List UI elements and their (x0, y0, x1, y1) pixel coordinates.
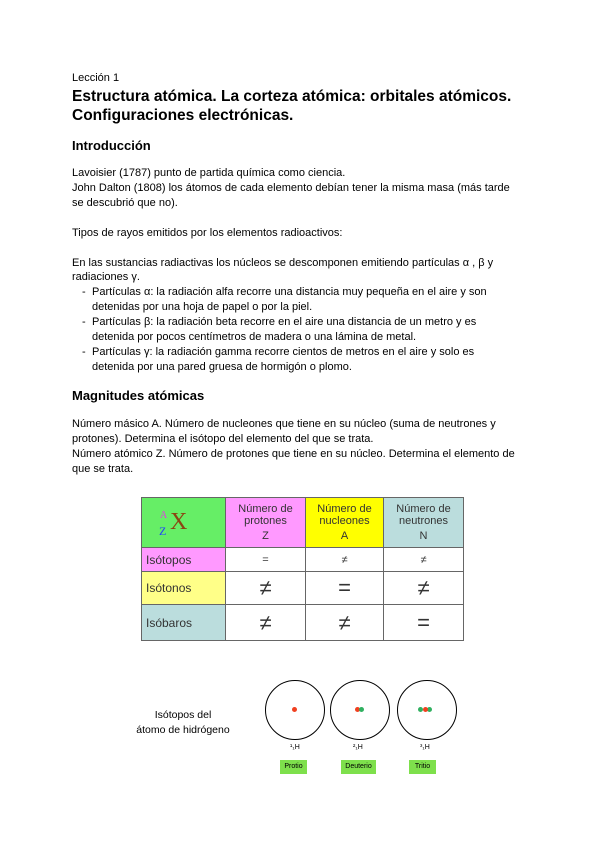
paragraph: protones). Determina el isótopo del elemento del que se trata. (72, 433, 374, 445)
header-neutrones: Número de neutrones N (384, 498, 464, 548)
cell: ≠ (306, 605, 384, 641)
list-item: - Partículas γ: la radiación gamma recorre cientos de metros en el aire y solo es (82, 346, 475, 358)
cell: = (306, 572, 384, 605)
paragraph: radiaciones γ. (72, 271, 140, 283)
row-label: Isótopos (142, 548, 226, 572)
row-label: Isóbaros (142, 605, 226, 641)
lesson-label: Lección 1 (72, 72, 120, 84)
intro-heading: Introducción (72, 138, 151, 153)
nuclide-table (141, 497, 464, 641)
paragraph: Número másico A. Número de nucleones que tiene en su núcleo (suma de neutrones y (72, 418, 496, 430)
deuterium-atom (330, 680, 390, 740)
figure-caption: Isótopos del átomo de hidrógeno (136, 709, 230, 736)
deuterium-label: Deuterio (341, 760, 376, 774)
tritium-symbol: ³₁H (420, 744, 430, 751)
table-row (142, 572, 464, 605)
page-title-line2: Configuraciones electrónicas. (72, 107, 294, 124)
paragraph: Lavoisier (1787) punto de partida química como ciencia. (72, 167, 346, 179)
cell: ≠ (226, 572, 306, 605)
list-item-cont: detenidas por una hoja de papel o por la piel. (92, 301, 313, 313)
protium-symbol: ¹₁H (290, 744, 300, 751)
paragraph: John Dalton (1808) los átomos de cada elemento debían tener la misma masa (más tarde (72, 182, 510, 194)
table-row (142, 605, 464, 641)
tritium-label: Tritio (409, 760, 436, 774)
list-item-cont: detenida por una pared gruesa de hormigón o plomo. (92, 361, 352, 373)
header-nucleones: Número de nucleones A (306, 498, 384, 548)
paragraph: que se trata. (72, 463, 134, 475)
paragraph: se descubrió que no). (72, 197, 178, 209)
tritium-atom (397, 680, 457, 740)
list-item-cont: detenida por pocos centímetros de madera o una lámina de metal. (92, 331, 417, 343)
list-item: - Partículas α: la radiación alfa recorre una distancia muy pequeña en el aire y son (82, 286, 487, 298)
header-protones: Número de protones Z (226, 498, 306, 548)
cell: ≠ (384, 572, 464, 605)
cell: = (226, 548, 306, 572)
corner-cell: A Z X (142, 498, 226, 548)
cell: = (384, 605, 464, 641)
paragraph: Número atómico Z. Número de protones que tiene en su núcleo. Determina el elemento de (72, 448, 515, 460)
paragraph: En las sustancias radiactivas los núcleos se descomponen emitiendo partículas α , β y (72, 257, 494, 269)
magnitudes-heading: Magnitudes atómicas (72, 388, 205, 403)
paragraph: Tipos de rayos emitidos por los elementos radioactivos: (72, 227, 343, 239)
row-label: Isótonos (142, 572, 226, 605)
cell: ≠ (226, 605, 306, 641)
page-title: Estructura atómica. La corteza atómica: orbitales atómicos. (72, 88, 512, 105)
cell: ≠ (384, 548, 464, 572)
cell: ≠ (306, 548, 384, 572)
table-row (142, 548, 464, 572)
protium-atom (265, 680, 325, 740)
deuterium-symbol: ²₁H (353, 744, 363, 751)
protium-label: Protio (280, 760, 307, 774)
list-item: - Partículas β: la radiación beta recorre en el aire una distancia de un metro y es (82, 316, 477, 328)
